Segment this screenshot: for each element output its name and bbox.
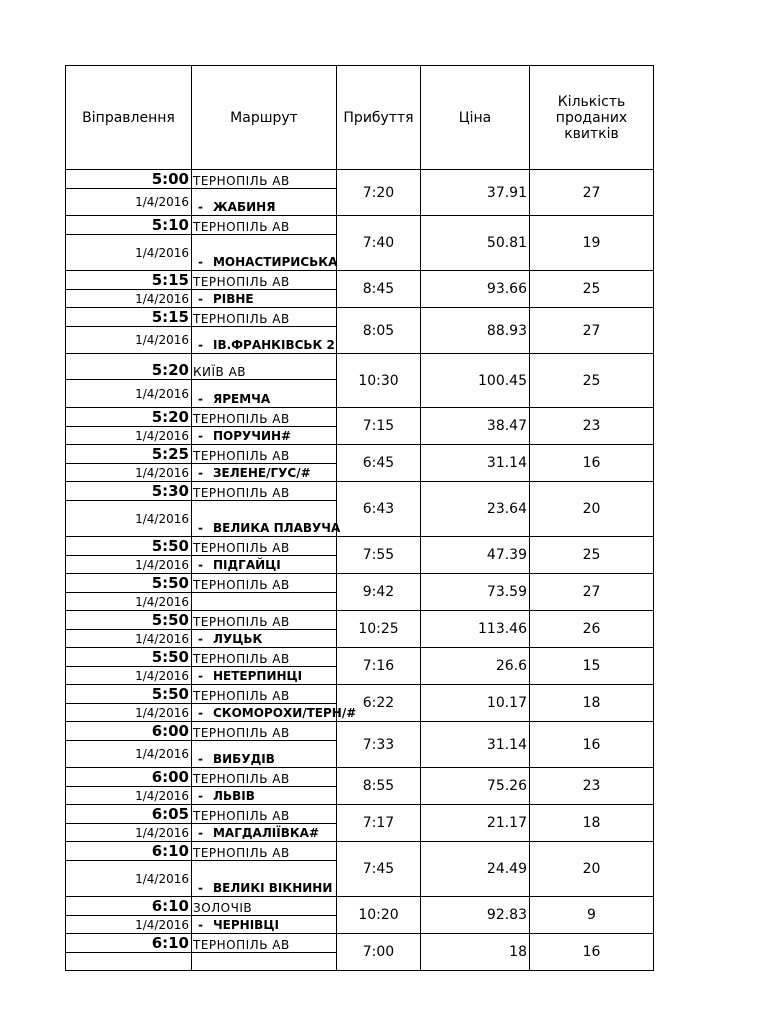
departure-time: 5:50: [66, 648, 192, 667]
tickets-sold: 15: [530, 648, 654, 685]
departure-time: 5:20: [66, 354, 192, 380]
route-destination: [192, 741, 337, 768]
schedule-body: [66, 170, 654, 971]
route-origin: ТЕРНОПІЛЬ АВ: [192, 842, 337, 861]
arrival-time: 7:15: [337, 408, 421, 445]
route-separator: -: [198, 338, 203, 352]
destination-label: МАГДАЛІЇВКА#: [212, 826, 320, 840]
route-origin: ТЕРНОПІЛЬ АВ: [192, 537, 337, 556]
departure-time: 5:50: [66, 574, 192, 593]
departure-time: 6:05: [66, 805, 192, 824]
destination-label: ВЕЛИКІ ВІКНИНИ: [212, 881, 333, 895]
destination-label: МОНАСТИРИСЬКА: [212, 255, 338, 269]
tickets-sold: 18: [530, 685, 654, 722]
departure-time: 5:15: [66, 308, 192, 327]
header-departure: Віправлення: [66, 66, 192, 170]
arrival-time: 7:33: [337, 722, 421, 768]
arrival-time: 10:20: [337, 897, 421, 934]
departure-date: 1/4/2016: [66, 501, 192, 537]
departure-time: 6:00: [66, 722, 192, 741]
route-destination: [192, 861, 337, 897]
ticket-price: 23.64: [421, 482, 530, 537]
arrival-time: 6:45: [337, 445, 421, 482]
table-row: [66, 271, 654, 290]
route-separator: -: [198, 200, 203, 214]
route-origin: ТЕРНОПІЛЬ АВ: [192, 170, 337, 189]
route-separator: -: [198, 752, 203, 766]
route-destination: [192, 667, 337, 685]
route-origin: ТЕРНОПІЛЬ АВ: [192, 768, 337, 787]
destination-label: ПІДГАЙЦІ: [212, 558, 281, 572]
destination-label: ЛУЦЬК: [212, 632, 263, 646]
table-row: [66, 445, 654, 464]
tickets-sold: 20: [530, 482, 654, 537]
table-row: [66, 170, 654, 189]
arrival-time: 7:16: [337, 648, 421, 685]
destination-label: НЕТЕРПИНЦІ: [212, 669, 303, 683]
departure-time: 5:15: [66, 271, 192, 290]
departure-time: 5:25: [66, 445, 192, 464]
departure-date: 1/4/2016: [66, 667, 192, 685]
table-row: [66, 934, 654, 953]
route-origin: ТЕРНОПІЛЬ АВ: [192, 408, 337, 427]
departure-date: 1/4/2016: [66, 916, 192, 934]
ticket-price: 31.14: [421, 722, 530, 768]
table-row: [66, 685, 654, 704]
ticket-price: 47.39: [421, 537, 530, 574]
table-row: [66, 537, 654, 556]
tickets-sold: 23: [530, 408, 654, 445]
route-origin: ТЕРНОПІЛЬ АВ: [192, 216, 337, 235]
arrival-time: 7:00: [337, 934, 421, 971]
ticket-price: 50.81: [421, 216, 530, 271]
route-destination: [192, 189, 337, 216]
route-origin: ТЕРНОПІЛЬ АВ: [192, 574, 337, 593]
departure-date: 1/4/2016: [66, 235, 192, 271]
departure-date: 1/4/2016: [66, 630, 192, 648]
arrival-time: 7:45: [337, 842, 421, 897]
arrival-time: 10:25: [337, 611, 421, 648]
departure-date: 1/4/2016: [66, 427, 192, 445]
header-price: Ціна: [421, 66, 530, 170]
destination-label: ВИБУДІВ: [212, 752, 275, 766]
ticket-price: 75.26: [421, 768, 530, 805]
route-separator: -: [198, 632, 203, 646]
spreadsheet-view: [65, 65, 653, 960]
departure-date: [66, 953, 192, 971]
destination-label: ЗЕЛЕНЕ/ГУС/#: [212, 466, 311, 480]
departure-time: 5:30: [66, 482, 192, 501]
route-origin: ЗОЛОЧІВ: [192, 897, 337, 916]
arrival-time: 8:45: [337, 271, 421, 308]
route-destination: [192, 630, 337, 648]
route-separator: -: [198, 706, 203, 720]
destination-label: СКОМОРОХИ/ТЕРН/#: [212, 706, 357, 720]
ticket-price: 21.17: [421, 805, 530, 842]
header-sold: Кількість проданих квитків: [530, 66, 654, 170]
route-origin: ТЕРНОПІЛЬ АВ: [192, 722, 337, 741]
header-row: [66, 66, 654, 170]
route-separator: -: [198, 881, 203, 895]
destination-label: ВЕЛИКА ПЛАВУЧА: [212, 521, 341, 535]
ticket-price: 18: [421, 934, 530, 971]
departure-date: 1/4/2016: [66, 464, 192, 482]
ticket-price: 93.66: [421, 271, 530, 308]
table-row: [66, 897, 654, 916]
table-row: [66, 722, 654, 741]
table-row: [66, 408, 654, 427]
route-origin: ТЕРНОПІЛЬ АВ: [192, 482, 337, 501]
departure-date: 1/4/2016: [66, 556, 192, 574]
arrival-time: 7:40: [337, 216, 421, 271]
ticket-price: 24.49: [421, 842, 530, 897]
arrival-time: 6:43: [337, 482, 421, 537]
route-origin: ТЕРНОПІЛЬ АВ: [192, 271, 337, 290]
route-origin: ТЕРНОПІЛЬ АВ: [192, 685, 337, 704]
departure-time: 5:20: [66, 408, 192, 427]
tickets-sold: 23: [530, 768, 654, 805]
tickets-sold: 25: [530, 354, 654, 408]
tickets-sold: 25: [530, 271, 654, 308]
departure-time: 5:50: [66, 537, 192, 556]
departure-time: 6:10: [66, 842, 192, 861]
route-separator: -: [198, 292, 203, 306]
tickets-sold: 18: [530, 805, 654, 842]
route-destination: [192, 916, 337, 934]
table-row: [66, 574, 654, 593]
route-separator: -: [198, 429, 203, 443]
bus-schedule-table: [65, 65, 654, 971]
arrival-time: 8:55: [337, 768, 421, 805]
route-destination: [192, 824, 337, 842]
header-arrival: Прибуття: [337, 66, 421, 170]
route-separator: -: [198, 918, 203, 932]
arrival-time: 7:55: [337, 537, 421, 574]
route-separator: -: [198, 255, 203, 269]
route-separator: -: [198, 669, 203, 683]
ticket-price: 100.45: [421, 354, 530, 408]
departure-time: 6:10: [66, 897, 192, 916]
route-separator: -: [198, 789, 203, 803]
arrival-time: 10:30: [337, 354, 421, 408]
route-origin: ТЕРНОПІЛЬ АВ: [192, 445, 337, 464]
route-destination: [192, 380, 337, 408]
route-origin: ТЕРНОПІЛЬ АВ: [192, 805, 337, 824]
departure-time: 6:10: [66, 934, 192, 953]
route-destination: [192, 593, 337, 611]
destination-label: РІВНЕ: [212, 292, 254, 306]
departure-date: 1/4/2016: [66, 861, 192, 897]
route-destination: [192, 556, 337, 574]
ticket-price: 113.46: [421, 611, 530, 648]
route-origin: ТЕРНОПІЛЬ АВ: [192, 611, 337, 630]
route-destination: [192, 704, 357, 722]
destination-label: ЯРЕМЧА: [212, 392, 271, 406]
route-origin: КИЇВ АВ: [192, 354, 337, 380]
tickets-sold: 16: [530, 934, 654, 971]
table-row: [66, 805, 654, 824]
departure-time: 5:50: [66, 685, 192, 704]
departure-time: 5:50: [66, 611, 192, 630]
departure-date: 1/4/2016: [66, 380, 192, 408]
route-origin: ТЕРНОПІЛЬ АВ: [192, 308, 337, 327]
table-row: [66, 768, 654, 787]
ticket-price: 37.91: [421, 170, 530, 216]
route-separator: -: [198, 392, 203, 406]
table-row: [66, 482, 654, 501]
departure-date: 1/4/2016: [66, 824, 192, 842]
arrival-time: 7:20: [337, 170, 421, 216]
table-row: [66, 648, 654, 667]
tickets-sold: 27: [530, 170, 654, 216]
ticket-price: 92.83: [421, 897, 530, 934]
route-origin: ТЕРНОПІЛЬ АВ: [192, 648, 337, 667]
arrival-time: 7:17: [337, 805, 421, 842]
ticket-price: 10.17: [421, 685, 530, 722]
route-destination: [192, 290, 337, 308]
route-destination: [192, 464, 337, 482]
tickets-sold: 25: [530, 537, 654, 574]
departure-date: 1/4/2016: [66, 189, 192, 216]
table-row: [66, 611, 654, 630]
ticket-price: 38.47: [421, 408, 530, 445]
tickets-sold: 26: [530, 611, 654, 648]
route-separator: -: [198, 826, 203, 840]
departure-date: 1/4/2016: [66, 741, 192, 768]
ticket-price: 26.6: [421, 648, 530, 685]
departure-date: 1/4/2016: [66, 327, 192, 354]
destination-label: ЧЕРНІВЦІ: [212, 918, 279, 932]
route-destination: [192, 327, 337, 354]
tickets-sold: 16: [530, 445, 654, 482]
tickets-sold: 27: [530, 574, 654, 611]
header-route: Маршрут: [192, 66, 337, 170]
route-origin: ТЕРНОПІЛЬ АВ: [192, 934, 337, 953]
departure-date: 1/4/2016: [66, 593, 192, 611]
arrival-time: 9:42: [337, 574, 421, 611]
departure-time: 5:10: [66, 216, 192, 235]
table-row: [66, 842, 654, 861]
route-destination: [192, 427, 337, 445]
route-destination: [192, 953, 337, 971]
route-separator: -: [198, 558, 203, 572]
table-row: [66, 216, 654, 235]
departure-time: 6:00: [66, 768, 192, 787]
departure-date: 1/4/2016: [66, 704, 192, 722]
departure-date: 1/4/2016: [66, 787, 192, 805]
ticket-price: 88.93: [421, 308, 530, 354]
tickets-sold: 9: [530, 897, 654, 934]
table-row: [66, 354, 654, 380]
destination-label: ЖАБИНЯ: [212, 200, 276, 214]
route-separator: -: [198, 466, 203, 480]
route-destination: [192, 235, 337, 271]
tickets-sold: 27: [530, 308, 654, 354]
destination-label: ІВ.ФРАНКІВСЬК 2: [212, 338, 335, 352]
tickets-sold: 20: [530, 842, 654, 897]
destination-label: ПОРУЧИН#: [212, 429, 292, 443]
departure-time: 5:00: [66, 170, 192, 189]
table-row: [66, 308, 654, 327]
ticket-price: 73.59: [421, 574, 530, 611]
ticket-price: 31.14: [421, 445, 530, 482]
tickets-sold: 16: [530, 722, 654, 768]
tickets-sold: 19: [530, 216, 654, 271]
arrival-time: 6:22: [337, 685, 421, 722]
arrival-time: 8:05: [337, 308, 421, 354]
route-destination: [192, 787, 337, 805]
destination-label: ЛЬВІВ: [212, 789, 255, 803]
route-destination: [192, 501, 341, 537]
route-separator: -: [198, 521, 203, 535]
departure-date: 1/4/2016: [66, 290, 192, 308]
